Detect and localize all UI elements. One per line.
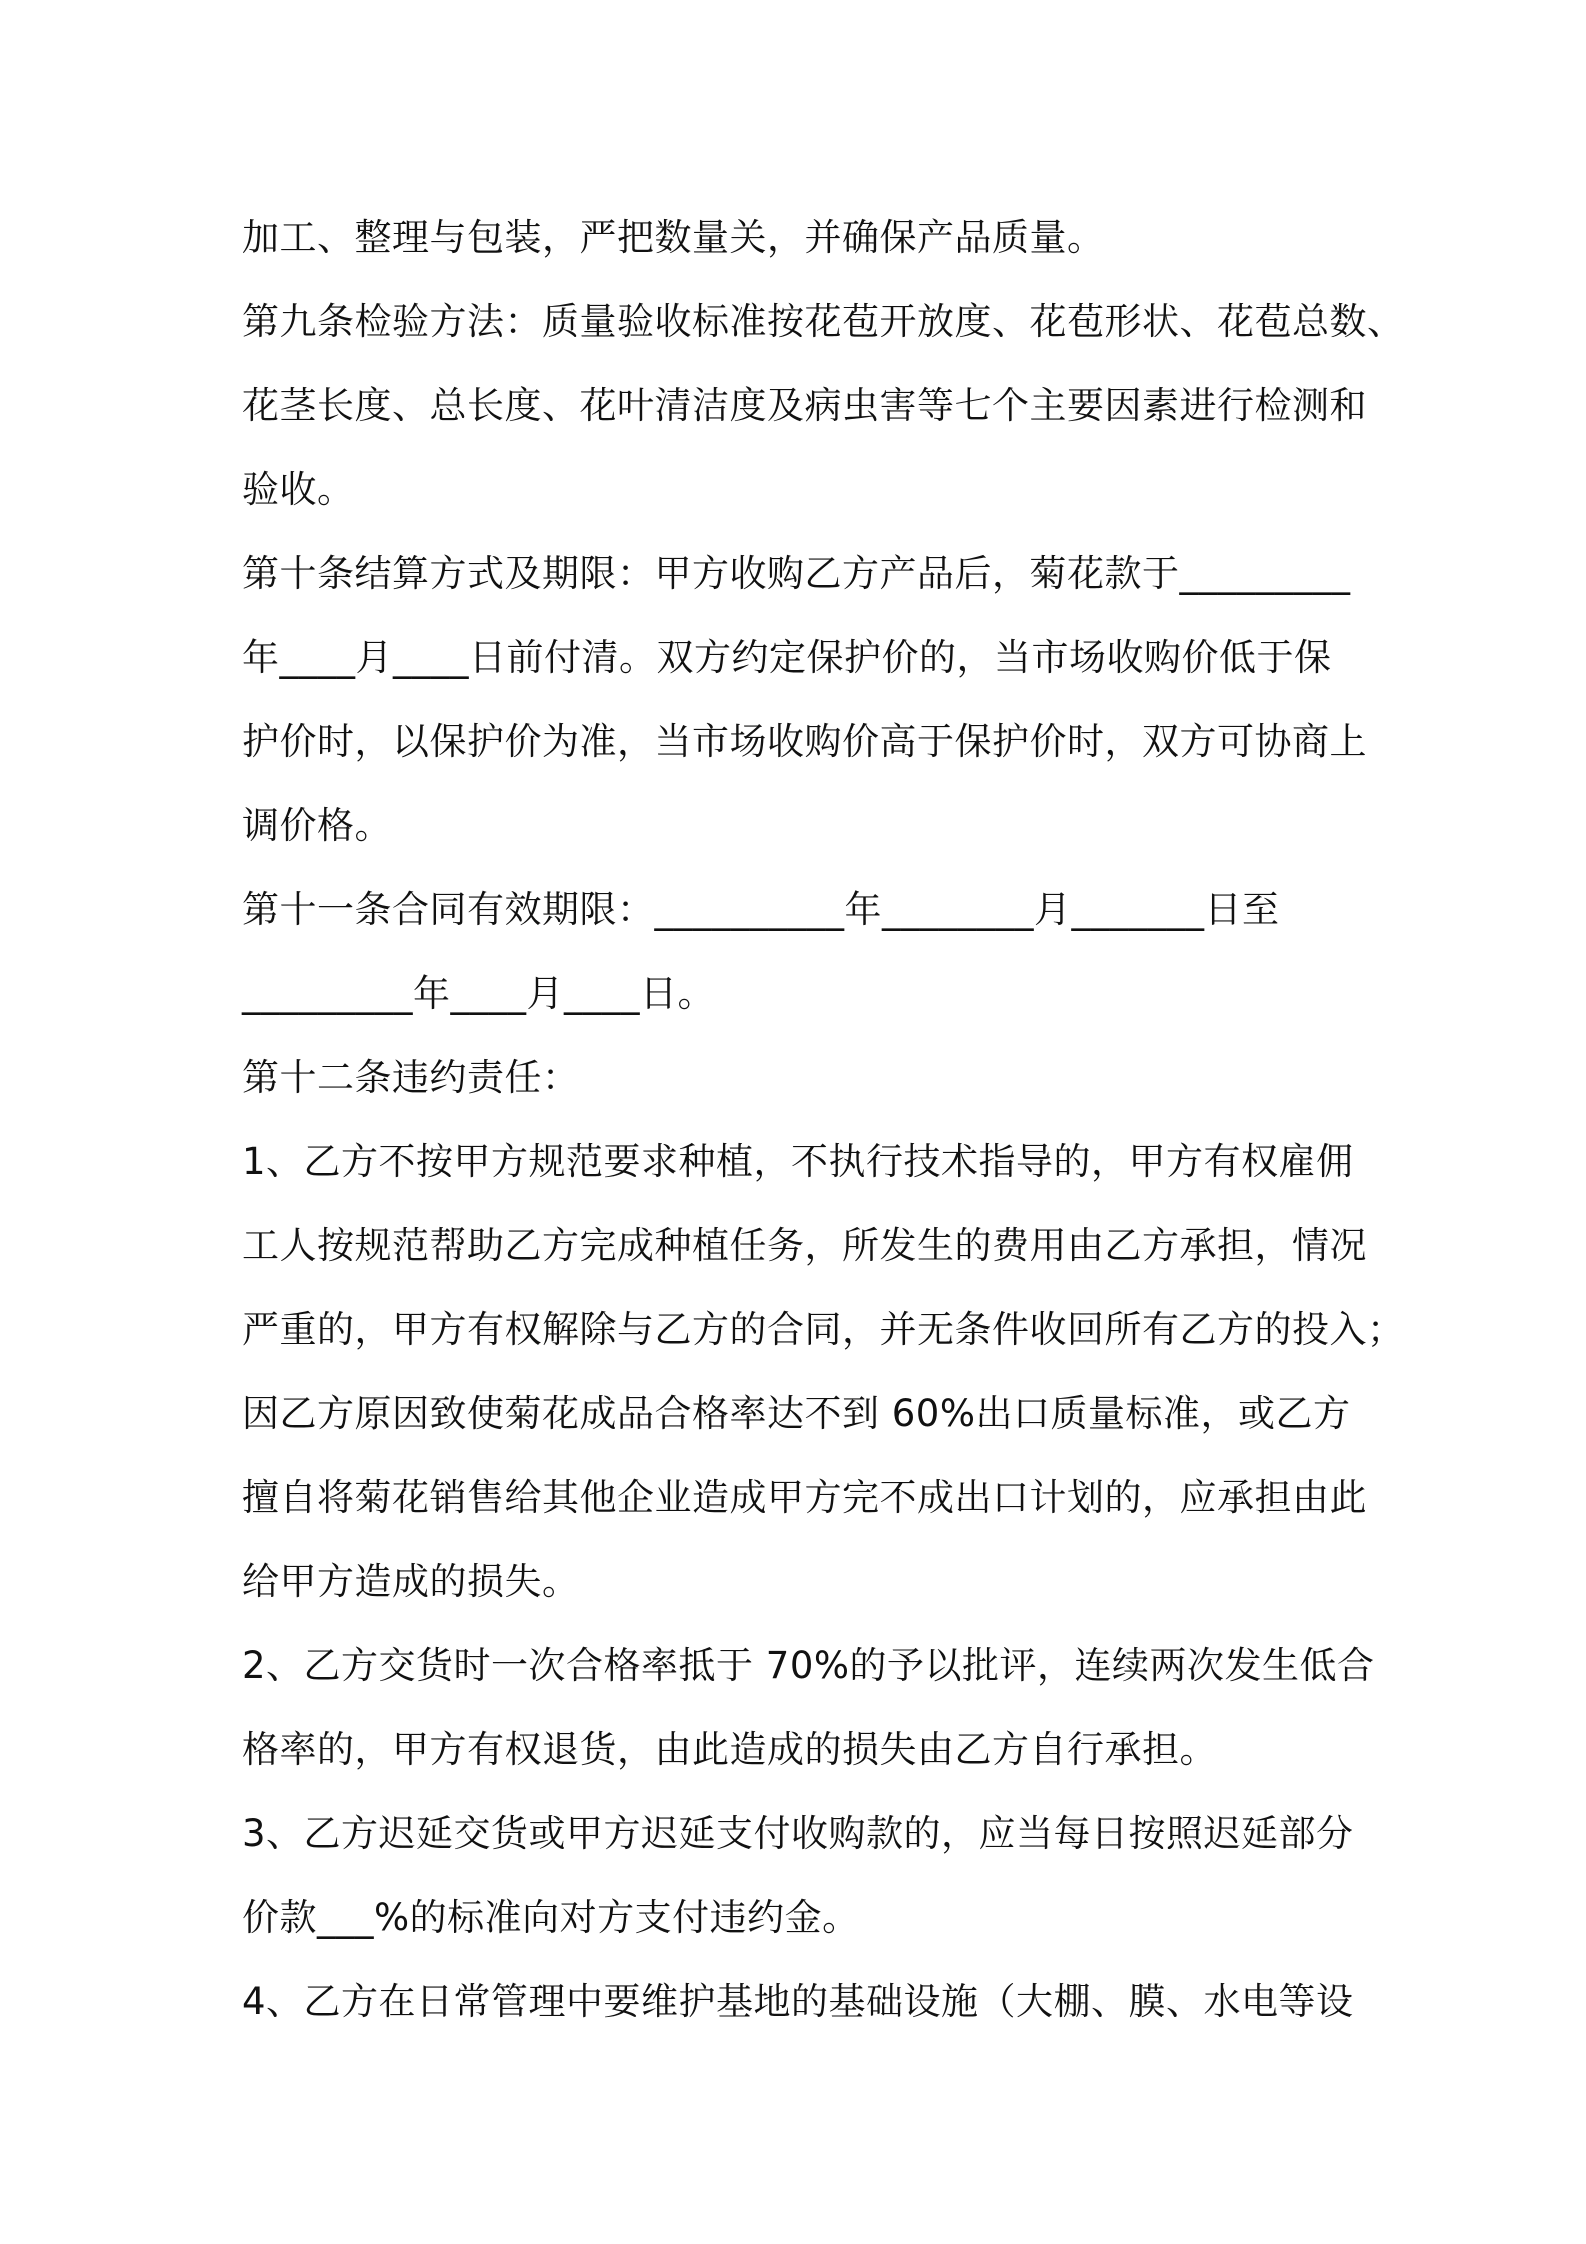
text-line: 验收。 [242,468,355,511]
text-line: 第十一条合同有效期限：__________年________月_______日至 [242,888,1280,931]
text-line: _________年____月____日。 [242,972,715,1015]
text-line: 格率的，甲方有权退货，由此造成的损失由乙方自行承担。 [242,1728,1217,1771]
text-line: 年____月____日前付清。双方约定保护价的，当市场收购价低于保 [242,636,1332,679]
text-line: 第十条结算方式及期限：甲方收购乙方产品后，菊花款于_________ [242,552,1351,595]
text-line: 价款___%的标准向对方支付违约金。 [242,1896,860,1939]
text-line: 严重的，甲方有权解除与乙方的合同，并无条件收回所有乙方的投入； [242,1308,1405,1351]
text-line: 工人按规范帮助乙方完成种植任务，所发生的费用由乙方承担，情况 [242,1224,1367,1267]
text-line: 第十二条违约责任： [242,1056,580,1099]
text-line: 因乙方原因致使菊花成品合格率达不到 60%出口质量标准，或乙方 [242,1392,1351,1435]
text-line: 花茎长度、总长度、花叶清洁度及病虫害等七个主要因素进行检测和 [242,384,1367,427]
text-line: 3、乙方迟延交货或甲方迟延支付收购款的，应当每日按照迟延部分 [242,1812,1354,1855]
document-body [242,196,1405,2044]
text-line: 1、乙方不按甲方规范要求种植，不执行技术指导的，甲方有权雇佣 [242,1140,1354,1183]
text-line: 护价时，以保护价为准，当市场收购价高于保护价时，双方可协商上 [242,720,1367,763]
text-line: 2、乙方交货时一次合格率抵于 70%的予以批评，连续两次发生低合 [242,1644,1375,1687]
text-line: 第九条检验方法：质量验收标准按花苞开放度、花苞形状、花苞总数、 [242,300,1405,343]
text-line: 擅自将菊花销售给其他企业造成甲方完不成出口计划的，应承担由此 [242,1476,1367,1519]
text-line: 给甲方造成的损失。 [242,1560,580,1603]
text-line: 加工、整理与包装，严把数量关，并确保产品质量。 [242,216,1105,259]
text-line: 调价格。 [242,804,392,847]
text-line: 4、乙方在日常管理中要维护基地的基础设施（大棚、膜、水电等设 [242,1980,1354,2023]
